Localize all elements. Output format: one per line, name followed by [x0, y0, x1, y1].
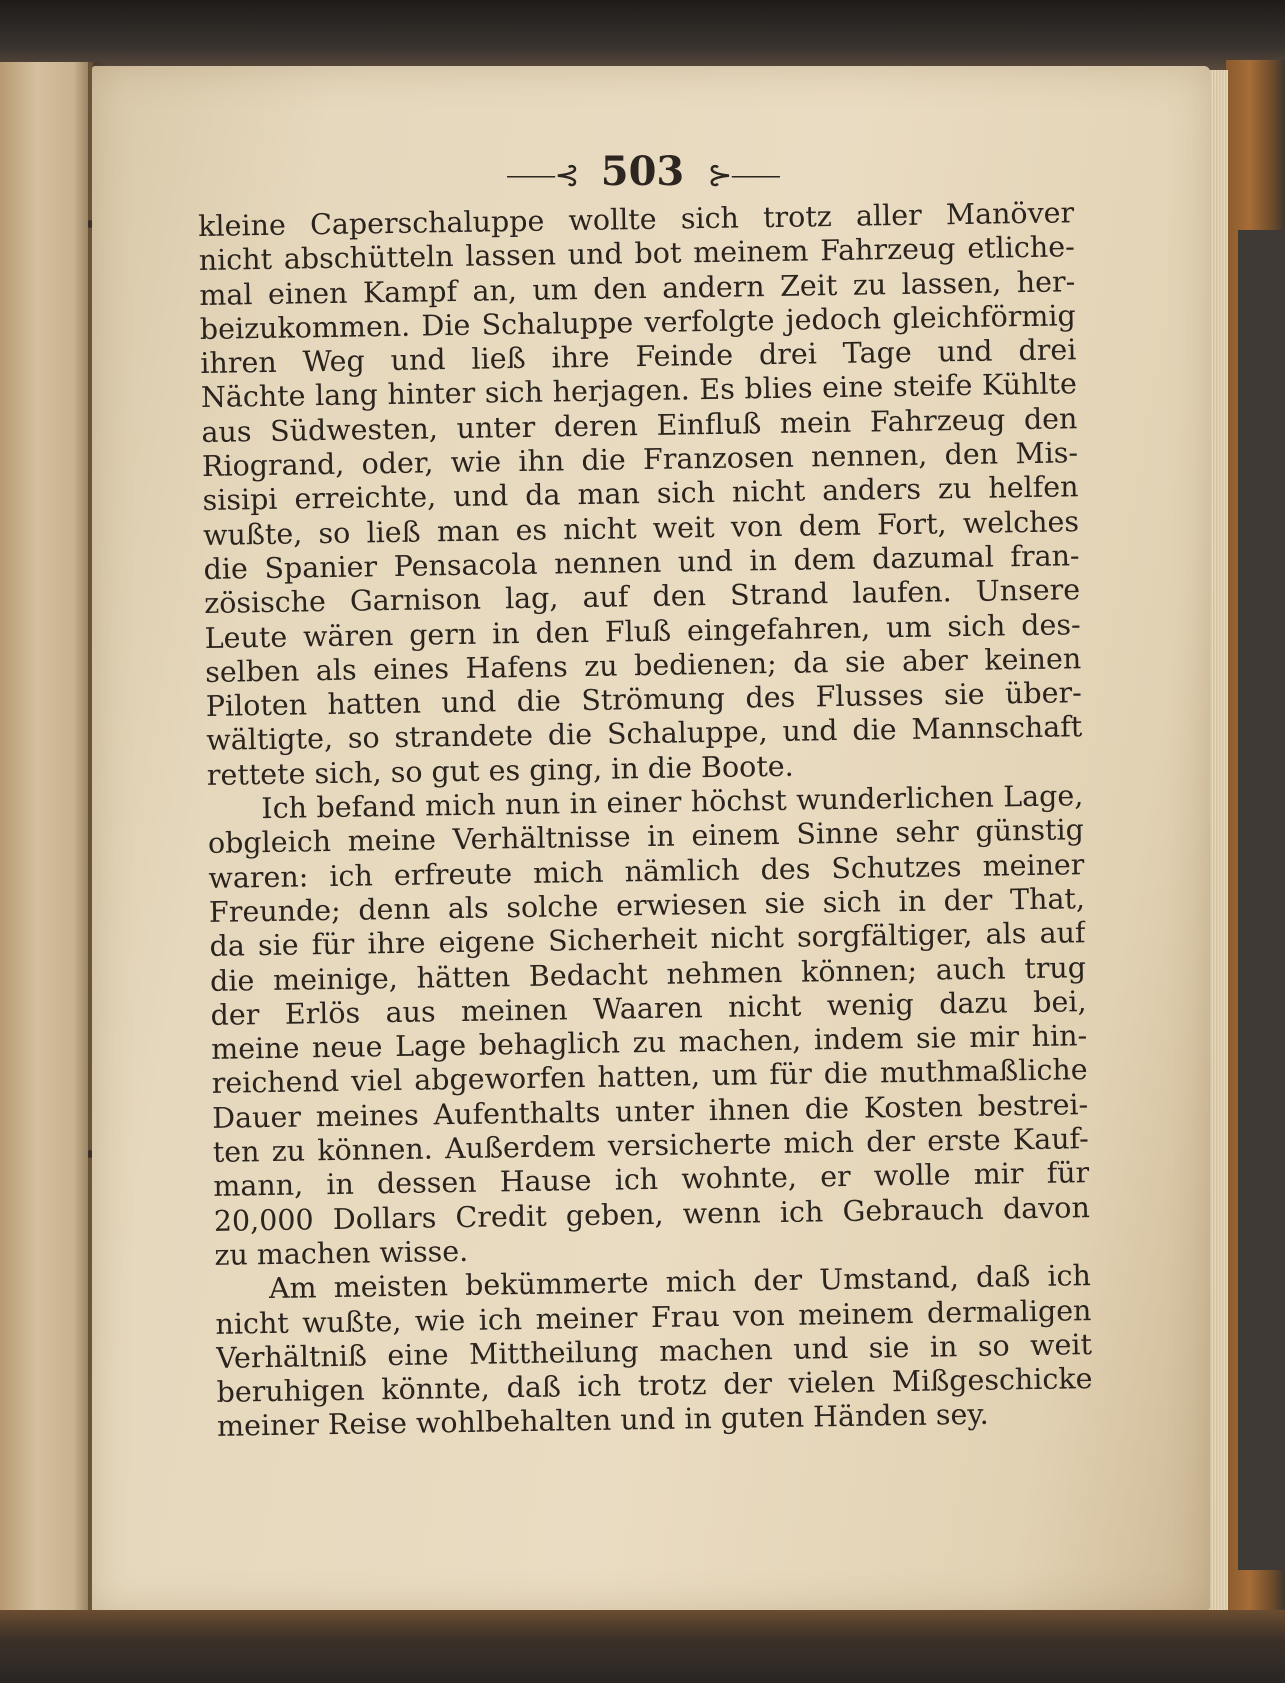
text-line: mann, in dessen Hause ich wohnte, er wolle mir für — [213, 1156, 1090, 1204]
text-line: die meinige, hätten Bedacht nehmen können; auch trug — [209, 950, 1087, 998]
text-line: kleine Caperschaluppe wollte sich trotz aller Manöver — [198, 196, 1075, 243]
text-line: beruhigen könnte, daß ich trotz der vielen Mißgeschicke — [216, 1362, 1093, 1409]
text-line: Riogrand, oder, wie ihn die Franzosen nennen, den Mis- — [201, 436, 1079, 484]
text-line: Leute wären gern in den Fluß eingefahren, um sich des- — [204, 607, 1081, 655]
book-cover-top — [0, 0, 1285, 70]
text-line: beizukommen. Die Schaluppe verfolgte jedoch gleichförmig — [199, 299, 1077, 346]
page-edges — [1208, 70, 1228, 1610]
ink-speck — [88, 1150, 92, 1158]
body-text — [198, 196, 1093, 1444]
text-line: aus Südwesten, unter deren Einfluß mein Fahrzeug den — [201, 401, 1078, 449]
text-line: Verhältniß eine Mittheilung machen und sie in so weit — [215, 1327, 1093, 1375]
text-line: nicht wußte, wie ich meiner Frau von meinem dermaligen — [215, 1293, 1092, 1341]
text-line: wältigte, so strandete die Schaluppe, und die Mannschaft — [206, 710, 1083, 758]
text-line: Dauer meines Aufenthalts unter ihnen die Kosten bestrei- — [212, 1087, 1089, 1135]
text-line: waren: ich erfreute mich nämlich des Schutzes meiner — [208, 847, 1085, 895]
text-line: zösische Garnison lag, auf den Strand laufen. Unsere — [203, 573, 1081, 621]
text-line: mal einen Kampf an, um den andern Zeit zu lassen, her- — [199, 264, 1076, 312]
page-number: 503 — [600, 148, 685, 195]
text-line: nicht abschütteln lassen und bot meinem Fahrzeug etliche- — [198, 230, 1075, 278]
text-line: 20,000 Dollars Credit geben, wenn ich Gebrauch davon — [213, 1190, 1091, 1238]
text-line: wußte, so ließ man es nicht weit von dem Fort, welches — [202, 504, 1080, 552]
text-line: der Erlös aus meinen Waaren nicht wenig dazu bei, — [210, 984, 1087, 1032]
text-line: Ich befand mich nun in einer höchst wunderlichen Lage, — [261, 779, 1084, 826]
ink-speck — [88, 220, 92, 228]
text-line: ihren Weg und ließ ihre Feinde drei Tage und drei — [200, 333, 1077, 381]
ornament-left-icon: ⸺⊰ — [505, 157, 578, 193]
text-line: ten zu können. Außerdem versicherte mich der erste Kauf- — [212, 1122, 1089, 1169]
text-line: obgleich meine Verhältnisse in einem Sinne sehr günstig — [207, 813, 1085, 861]
text-line: Am meisten bekümmerte mich der Umstand, daß ich — [268, 1259, 1092, 1306]
text-line: da sie für ihre eigene Sicherheit nicht sorgfältiger, als auf — [209, 916, 1086, 964]
book-cover-leather — [1238, 230, 1285, 1570]
text-line: sisipi erreichte, und da man sich nicht anders zu helfen — [202, 470, 1079, 518]
text-line: meine neue Lage behaglich zu machen, indem sie mir hin- — [210, 1019, 1088, 1067]
text-line: die Spanier Pensacola nennen und in dem dazumal fran- — [203, 539, 1080, 586]
text-line: reichend viel abgeworfen hatten, um für die muthmaßliche — [211, 1053, 1088, 1101]
text-line: Nächte lang hinter sich herjagen. Es blies eine steife Kühlte — [200, 367, 1078, 415]
book-cover-bottom — [0, 1610, 1285, 1683]
text-line: rettete sich, so gut es ging, in die Boote. — [206, 749, 794, 792]
text-line: Freunde; denn als solche erwiesen sie sich in der That, — [208, 882, 1086, 929]
page-header — [0, 148, 1285, 195]
text-line: meiner Reise wohlbehalten und in guten Händen sey. — [216, 1398, 989, 1444]
text-line: Piloten hatten und die Strömung des Flusses sie über- — [205, 676, 1082, 724]
text-line: zu machen wisse. — [214, 1234, 469, 1272]
ornament-right-icon: ⊱⸺ — [707, 157, 780, 193]
text-line: selben als eines Hafens zu bedienen; da sie aber keinen — [205, 642, 1082, 689]
left-page-edge — [0, 62, 94, 1617]
